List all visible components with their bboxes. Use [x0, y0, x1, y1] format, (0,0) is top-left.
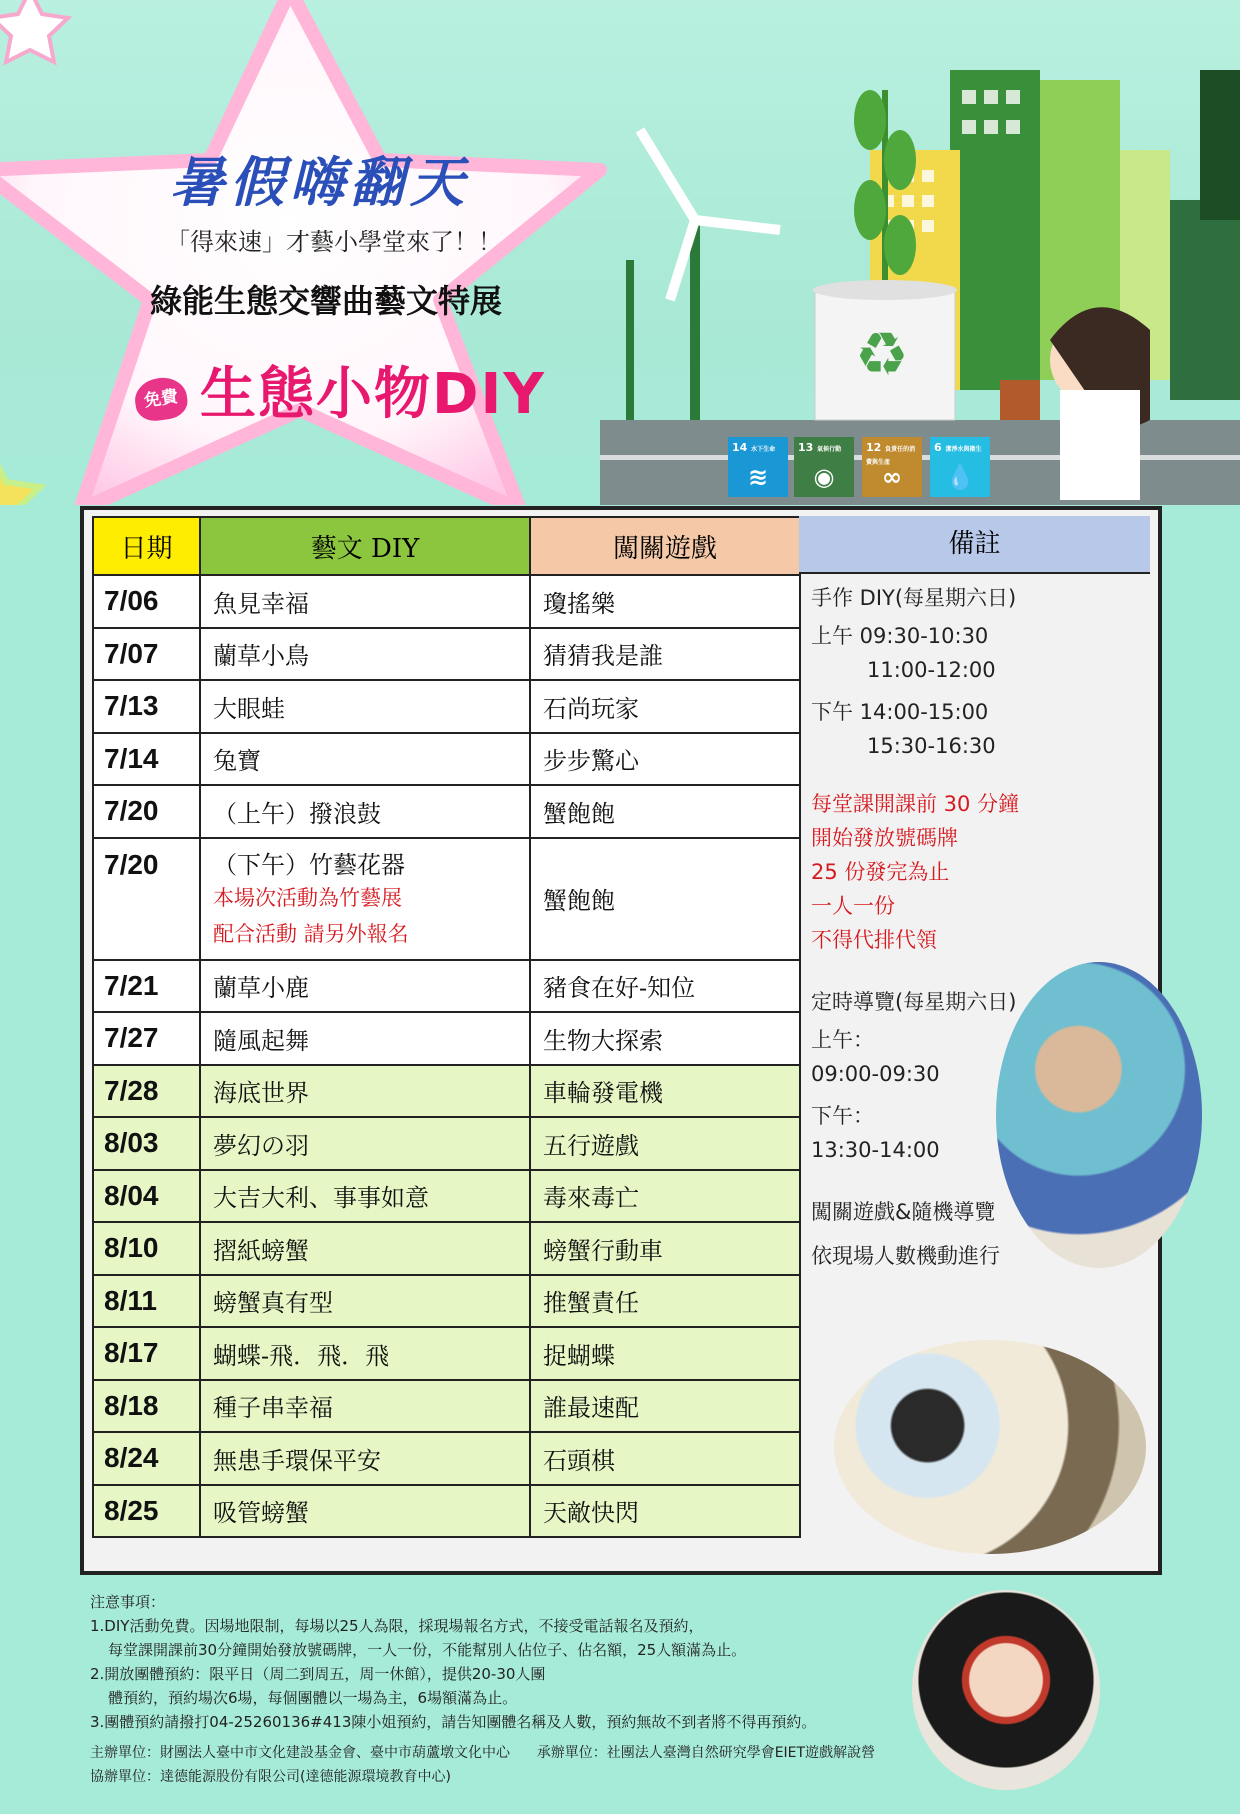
- sdg-label: 氣候行動: [817, 446, 842, 453]
- row-art: 海底世界: [200, 1065, 530, 1118]
- table-row: [93, 1327, 800, 1380]
- organizer-unit: 承辦單位：社團法人臺灣自然研究學會EIET遊戲解說營: [536, 1745, 876, 1761]
- row-date: 7/13: [93, 680, 200, 733]
- row-date: 7/21: [93, 960, 200, 1013]
- row-art: 種子串幸福: [200, 1380, 530, 1433]
- notice-line: 體預約，預約場次6場，每個團體以一場為主，6場額滿為止。: [108, 1689, 518, 1707]
- row-game: 毒來毒亡: [530, 1170, 800, 1223]
- row-art: 大眼蛙: [200, 680, 530, 733]
- row-game: 石尚玩家: [530, 680, 800, 733]
- co-organizer-unit: 協辦單位：達德能源股份有限公司(達德能源環境教育中心): [90, 1769, 451, 1785]
- row-date: 7/20: [93, 785, 200, 838]
- sdg-13-badge: [794, 437, 854, 497]
- row-game: 豬食在好-知位: [530, 960, 800, 1013]
- note-red: 一人一份: [811, 894, 895, 918]
- note-pm: 下午 14:00-15:00: [811, 700, 989, 724]
- row-art: 兔寶: [200, 733, 530, 786]
- row-game: 步步驚心: [530, 733, 800, 786]
- note-red: 不得代排代領: [811, 928, 937, 952]
- header-game: 闖關遊戲: [530, 517, 800, 575]
- table-row: [93, 1380, 800, 1433]
- row-art: 摺紙螃蟹: [200, 1222, 530, 1275]
- row-game: 誰最速配: [530, 1380, 800, 1433]
- row-date: 8/25: [93, 1485, 200, 1538]
- notice-line: 1.DIY活動免費。因場地限制，每場以25人為限，採現場報名方式，不接受電話報名及預約，: [90, 1617, 704, 1635]
- schedule-board: [80, 506, 1162, 1575]
- schedule-table: [92, 516, 801, 1538]
- row-game: 推蟹責任: [530, 1275, 800, 1328]
- row-game: 螃蟹行動車: [530, 1222, 800, 1275]
- header-note: 備註: [799, 516, 1150, 574]
- subtitle: 「得來速」才藝小學堂來了！！: [166, 228, 502, 256]
- row-game: 蟹飽飽: [530, 785, 800, 838]
- table-row: [93, 680, 800, 733]
- note-tour-am: 上午：: [811, 1028, 874, 1052]
- sdg-14-badge: [728, 437, 788, 497]
- sdg-12-badge: [862, 437, 922, 497]
- row-date: 7/07: [93, 628, 200, 681]
- sdg-label: 負責任的消費與生產: [866, 446, 916, 466]
- row-game: 捉蝴蝶: [530, 1327, 800, 1380]
- notice-section: [90, 1590, 816, 1734]
- row-art: （上午）撥浪鼓: [200, 785, 530, 838]
- table-row: [93, 838, 800, 960]
- row-art: （下午）竹藝花器: [213, 851, 405, 879]
- sponsor-section: [90, 1741, 875, 1789]
- row-date: 8/04: [93, 1170, 200, 1223]
- row-art: 夢幻の羽: [200, 1117, 530, 1170]
- note-game: 依現場人數機動進行: [811, 1244, 1000, 1268]
- note-tour-title: 定時導覽(每星期六日): [811, 990, 1017, 1014]
- main-title: 暑假嗨翻天: [170, 150, 470, 214]
- exhibit-title: 綠能生態交響曲藝文特展: [150, 282, 503, 320]
- row-date: 8/03: [93, 1117, 200, 1170]
- sdg-label: 水下生命: [751, 446, 776, 453]
- free-badge: 免費: [132, 375, 189, 424]
- row-game: 猜猜我是誰: [530, 628, 800, 681]
- header-art: 藝文 DIY: [200, 517, 530, 575]
- table-row: [93, 960, 800, 1013]
- headline: 生態小物DIY: [200, 362, 546, 427]
- note-tour-pm-time: 13:30-14:00: [811, 1138, 940, 1162]
- row-game: 五行遊戲: [530, 1117, 800, 1170]
- note-pm-2: 15:30-16:30: [867, 734, 996, 758]
- notice-line: 每堂課開課前30分鐘開始發放號碼牌，一人一份，不能幫別人佔位子、佔名額，25人額滿為止。: [108, 1641, 747, 1659]
- note-red: 開始發放號碼牌: [811, 826, 958, 850]
- table-row: [93, 1222, 800, 1275]
- note-red: 每堂課開課前 30 分鐘: [811, 792, 1020, 816]
- row-art: 大吉大利、事事如意: [200, 1170, 530, 1223]
- infinity-icon: ∞: [882, 463, 902, 491]
- row-date: 8/17: [93, 1327, 200, 1380]
- table-row: [93, 1117, 800, 1170]
- table-row: [93, 1275, 800, 1328]
- city-illustration: [600, 0, 1240, 505]
- table-row: [93, 1485, 800, 1538]
- row-game: 石頭棋: [530, 1432, 800, 1485]
- table-row: [93, 1432, 800, 1485]
- table-row: [93, 785, 800, 838]
- host-unit: 主辦單位：財團法人臺中市文化建設基金會、臺中市葫蘆墩文化中心: [90, 1745, 510, 1761]
- row-art: 螃蟹真有型: [200, 1275, 530, 1328]
- row-date: 8/24: [93, 1432, 200, 1485]
- row-art: 蘭草小鹿: [200, 960, 530, 1013]
- table-row: [93, 733, 800, 786]
- photo-child: [912, 1590, 1100, 1790]
- notice-line: 2.開放團體預約：限平日（周二到周五，周一休館），提供20-30人團: [90, 1665, 546, 1683]
- row-art: 隨風起舞: [200, 1012, 530, 1065]
- note-am: 上午 09:30-10:30: [811, 624, 989, 648]
- row-date: 8/10: [93, 1222, 200, 1275]
- row-date: 7/27: [93, 1012, 200, 1065]
- row-date: 7/20: [93, 838, 200, 960]
- row-art: 魚見幸福: [200, 575, 530, 628]
- row-date: 7/28: [93, 1065, 200, 1118]
- table-row: [93, 1065, 800, 1118]
- row-date: 8/18: [93, 1380, 200, 1433]
- sdg-number: 14: [732, 441, 748, 454]
- row-date: 7/14: [93, 733, 200, 786]
- header-date: 日期: [93, 517, 200, 575]
- water-drop-icon: 💧: [945, 463, 975, 491]
- row-art: 蘭草小鳥: [200, 628, 530, 681]
- table-row: [93, 628, 800, 681]
- sdg-number: 6: [934, 441, 942, 454]
- fish-icon: ≋: [747, 463, 769, 491]
- row-game: 生物大探索: [530, 1012, 800, 1065]
- row-art-note: 配合活動 請另外報名: [213, 922, 409, 946]
- row-art-cell: [200, 838, 530, 960]
- svg-text:♻: ♻: [855, 320, 909, 390]
- notice-line: 3.團體預約請撥打04-25260136#413陳小姐預約，請告知團體名稱及人數，預約無故不到者將不得再預約。: [90, 1713, 817, 1731]
- row-art-note: 本場次活動為竹藝展: [213, 886, 402, 910]
- row-game: 車輪發電機: [530, 1065, 800, 1118]
- header-banner: [0, 0, 1240, 505]
- note-game: 闖關遊戲&隨機導覽: [811, 1200, 996, 1224]
- note-am-2: 11:00-12:00: [867, 658, 996, 682]
- row-game: 蟹飽飽: [530, 838, 800, 960]
- photo-guide: [996, 962, 1202, 1268]
- table-row: [93, 1012, 800, 1065]
- sdg-number: 12: [866, 441, 882, 454]
- note-diy-title: 手作 DIY(每星期六日): [811, 586, 1017, 610]
- note-tour-pm: 下午：: [811, 1104, 874, 1128]
- sdg-6-badge: [930, 437, 990, 497]
- row-game: 天敵快閃: [530, 1485, 800, 1538]
- notice-title: 注意事項：: [90, 1593, 166, 1611]
- note-red: 25 份發完為止: [811, 860, 950, 884]
- row-art: 無患手環保平安: [200, 1432, 530, 1485]
- eye-icon: ◉: [813, 463, 835, 491]
- row-art: 吸管螃蟹: [200, 1485, 530, 1538]
- note-tour-am-time: 09:00-09:30: [811, 1062, 940, 1086]
- table-row: [93, 575, 800, 628]
- sdg-number: 13: [798, 441, 814, 454]
- row-art: 蝴蝶-飛．飛．飛: [200, 1327, 530, 1380]
- row-date: 7/06: [93, 575, 200, 628]
- row-game: 瓊搖樂: [530, 575, 800, 628]
- sdg-label: 潔淨水與衛生: [945, 446, 982, 453]
- photo-group: [834, 1340, 1146, 1554]
- table-row: [93, 1170, 800, 1223]
- row-date: 8/11: [93, 1275, 200, 1328]
